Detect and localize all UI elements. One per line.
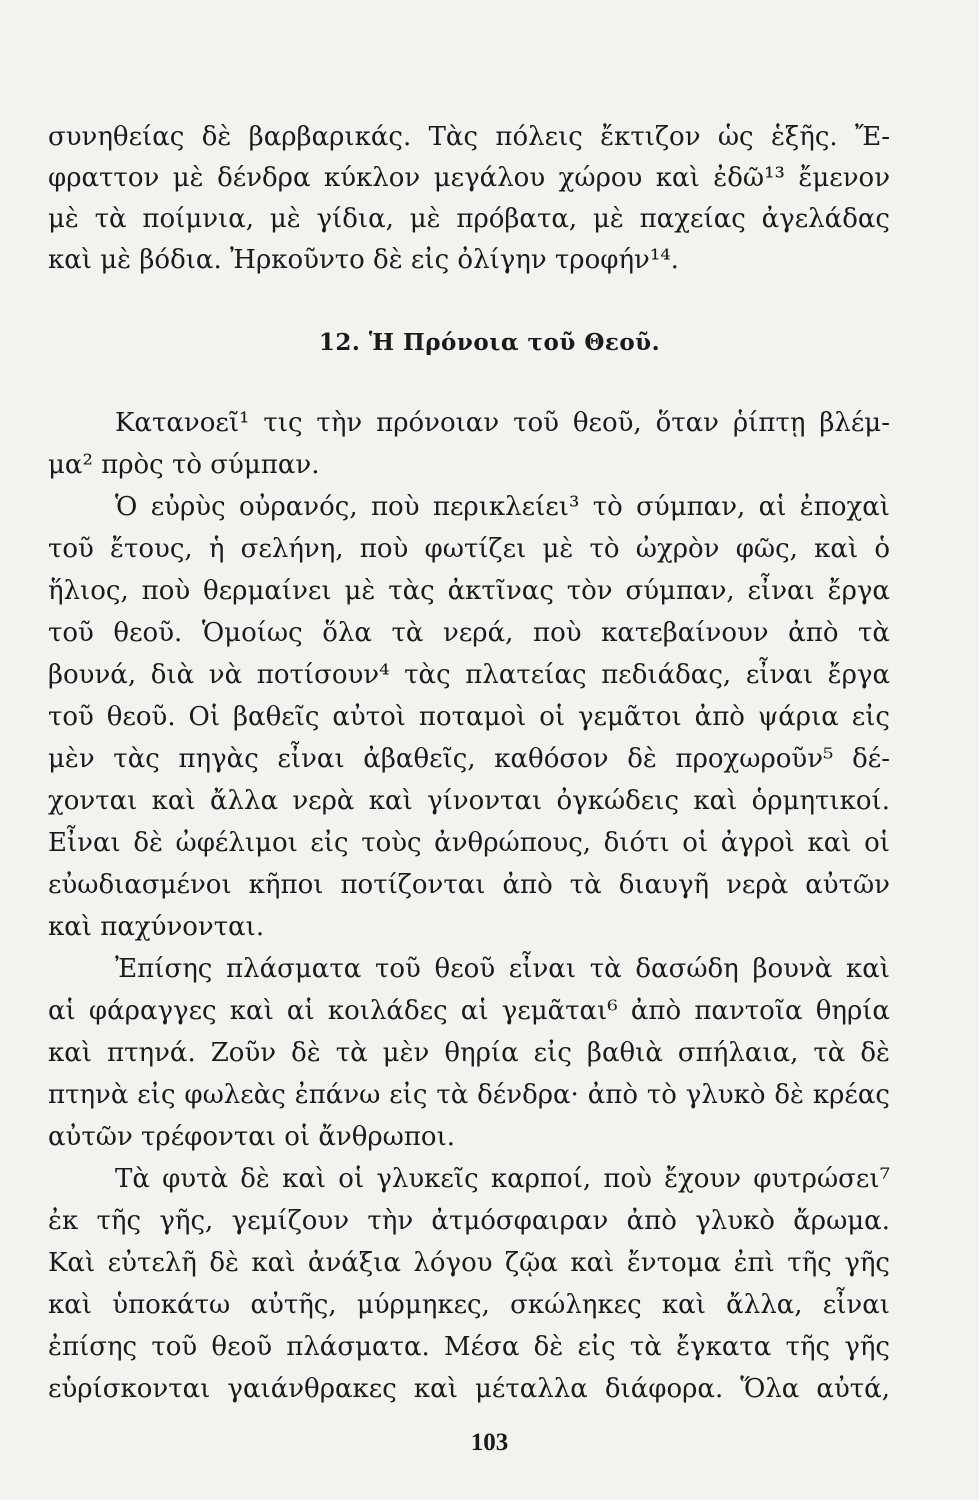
text-line: βουνά, διὰ νὰ ποτίσουν⁴ τὰς πλατείας πεδιάδας, εἶναι ἔργα (48, 660, 890, 690)
text-line: ἥλιος, ποὺ θερμαίνει μὲ τὰς ἀκτῖνας τὸν σύμπαν, εἶναι ἔργα (48, 576, 890, 606)
text-line: πτηνὰ εἰς φωλεὰς ἐπάνω εἰς τὰ δένδρα· ἀπὸ τὸ γλυκὸ δὲ κρέας (48, 1080, 890, 1110)
text-line: εὑρίσκονται γαιάνθρακες καὶ μέταλλα διάφορα. Ὅλα αὐτά, (48, 1374, 890, 1404)
text-line: μὲν τὰς πηγὰς εἶναι ἀβαθεῖς, καθόσον δὲ προχωροῦν⁵ δέ- (48, 744, 890, 774)
text-line: ἐπίσης τοῦ θεοῦ πλάσματα. Μέσα δὲ εἰς τὰ ἔγκατα τῆς γῆς (48, 1332, 890, 1362)
text-line: μὲ τὰ ποίμνια, μὲ γίδια, μὲ πρόβατα, μὲ παχείας ἀγελάδας (48, 204, 890, 234)
text-line: καὶ πτηνά. Ζοῦν δὲ τὰ μὲν θηρία εἰς βαθιὰ σπήλαια, τὰ δὲ (48, 1038, 890, 1068)
text-line: τοῦ θεοῦ. Ὁμοίως ὅλα τὰ νερά, ποὺ κατεβαίνουν ἀπὸ τὰ (48, 618, 890, 648)
text-line: καὶ ὑποκάτω αὐτῆς, μύρμηκες, σκώληκες καὶ ἄλλα, εἶναι (48, 1290, 890, 1320)
text-line: χονται καὶ ἄλλα νερὰ καὶ γίνονται ὀγκώδεις καὶ ὁρμητικοί. (48, 786, 890, 816)
section-heading: 12. Ἡ Πρόνοια τοῦ Θεοῦ. (318, 329, 661, 356)
text-line: Τὰ φυτὰ δὲ καὶ οἱ γλυκεῖς καρποί, ποὺ ἔχουν φυτρώσει⁷ (115, 1164, 890, 1194)
text-line: καὶ μὲ βόδια. Ἠρκοῦντο δὲ εἰς ὀλίγην τροφήν¹⁴. (48, 245, 679, 275)
text-line: τοῦ ἔτους, ἡ σελήνη, ποὺ φωτίζει μὲ τὸ ὠχρὸν φῶς, καὶ ὁ (48, 534, 890, 564)
text-line: ἐκ τῆς γῆς, γεμίζουν τὴν ἀτμόσφαιραν ἀπὸ γλυκὸ ἄρωμα. (48, 1206, 890, 1236)
text-line: εὐωδιασμένοι κῆποι ποτίζονται ἀπὸ τὰ διαυγῆ νερὰ αὐτῶν (48, 870, 890, 900)
text-line: τοῦ θεοῦ. Οἱ βαθεῖς αὐτοὶ ποταμοὶ οἱ γεμᾶτοι ἀπὸ ψάρια εἰς (48, 702, 890, 732)
text-line: Κατανοεῖ¹ τις τὴν πρόνοιαν τοῦ θεοῦ, ὅταν ῥίπτῃ βλέμ- (115, 408, 890, 438)
page-number: 103 (470, 1429, 509, 1456)
text-line: Εἶναι δὲ ὠφέλιμοι εἰς τοὺς ἀνθρώπους, διότι οἱ ἀγροὶ καὶ οἱ (48, 828, 890, 858)
text-line: Ἐπίσης πλάσματα τοῦ θεοῦ εἶναι τὰ δασώδη βουνὰ καὶ (115, 954, 890, 984)
text-line: φραττον μὲ δένδρα κύκλον μεγάλου χώρου καὶ ἐδῶ¹³ ἔμενον (48, 163, 890, 193)
text-line: συνηθείας δὲ βαρβαρικάς. Τὰς πόλεις ἔκτιζον ὡς ἑξῆς. Ἔ- (48, 122, 890, 152)
text-line: Ὁ εὐρὺς οὐρανός, ποὺ περικλείει³ τὸ σύμπαν, αἱ ἐποχαὶ (115, 492, 890, 522)
text-line: μα² πρὸς τὸ σύμπαν. (48, 450, 320, 480)
text-line: καὶ παχύνονται. (48, 912, 265, 942)
text-line: αὐτῶν τρέφονται οἱ ἄνθρωποι. (48, 1122, 456, 1152)
text-line: αἱ φάραγγες καὶ αἱ κοιλάδες αἱ γεμᾶται⁶ ἀπὸ παντοῖα θηρία (48, 996, 890, 1026)
text-line: Καὶ εὐτελῆ δὲ καὶ ἀνάξια λόγου ζῷα καὶ ἔντομα ἐπὶ τῆς γῆς (48, 1248, 890, 1278)
